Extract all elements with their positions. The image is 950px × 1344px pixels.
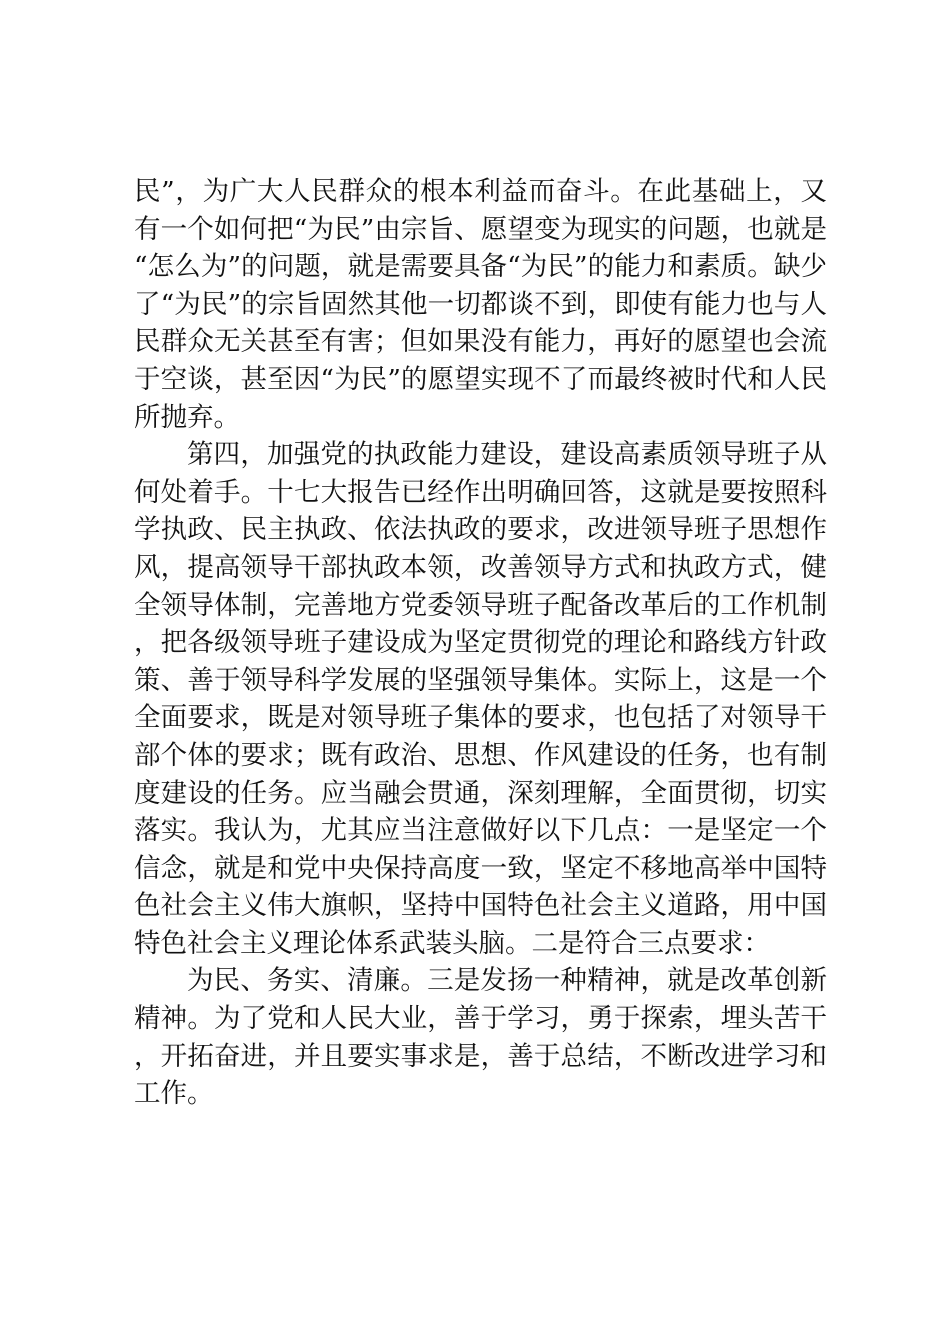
paragraph-fourth-point: 第四，加强党的执政能力建设，建设高素质领导班子从何处着手。十七大报告已经作出明确回答，这就是要按照科学执政、民主执政、依法执政的要求，改进领导班子思想作风，提高领导干部执政本领，改善领导方式和执政方式，健全领导体制，完善地方党委领导班子配备改革后的工作机制，把各级领导班子建设成为坚定贯彻党的理论和路线方针政策、善于领导科学发展的坚强领导集体。实际上，这是一个全面要求，既是对领导班子集体的要求，也包括了对领导干部个体的要求；既有政治、思想、作风建设的任务，也有制度建设的任务。应当融会贯通，深刻理解，全面贯彻，切实落实。我认为，尤其应当注意做好以下几点：一是坚定一个信念，就是和党中央保持高度一致，坚定不移地高举中国特色社会主义伟大旗帜，坚持中国特色社会主义道路，用中国特色社会主义理论体系武装头脑。二是符合三点要求： bbox=[134, 439, 827, 959]
paragraph-continuation: 民”，为广大人民群众的根本利益而奋斗。在此基础上，又有一个如何把“为民”由宗旨、愿望变为现实的问题，也就是“怎么为”的问题，就是需要具备“为民”的能力和素质。缺少了“为民”的宗旨固然其他一切都谈不到，即使有能力也与人民群众无关甚至有害；但如果没有能力，再好的愿望也会流于空谈，甚至因“为民”的愿望实现不了而最终被时代和人民所抛弃。 bbox=[134, 176, 827, 433]
paragraph-requirements: 为民、务实、清廉。三是发扬一种精神，就是改革创新精神。为了党和人民大业，善于学习，勇于探索，埋头苦干，开拓奋进，并且要实事求是，善于总结，不断改进学习和工作。 bbox=[134, 965, 827, 1110]
document-body bbox=[134, 173, 827, 1113]
